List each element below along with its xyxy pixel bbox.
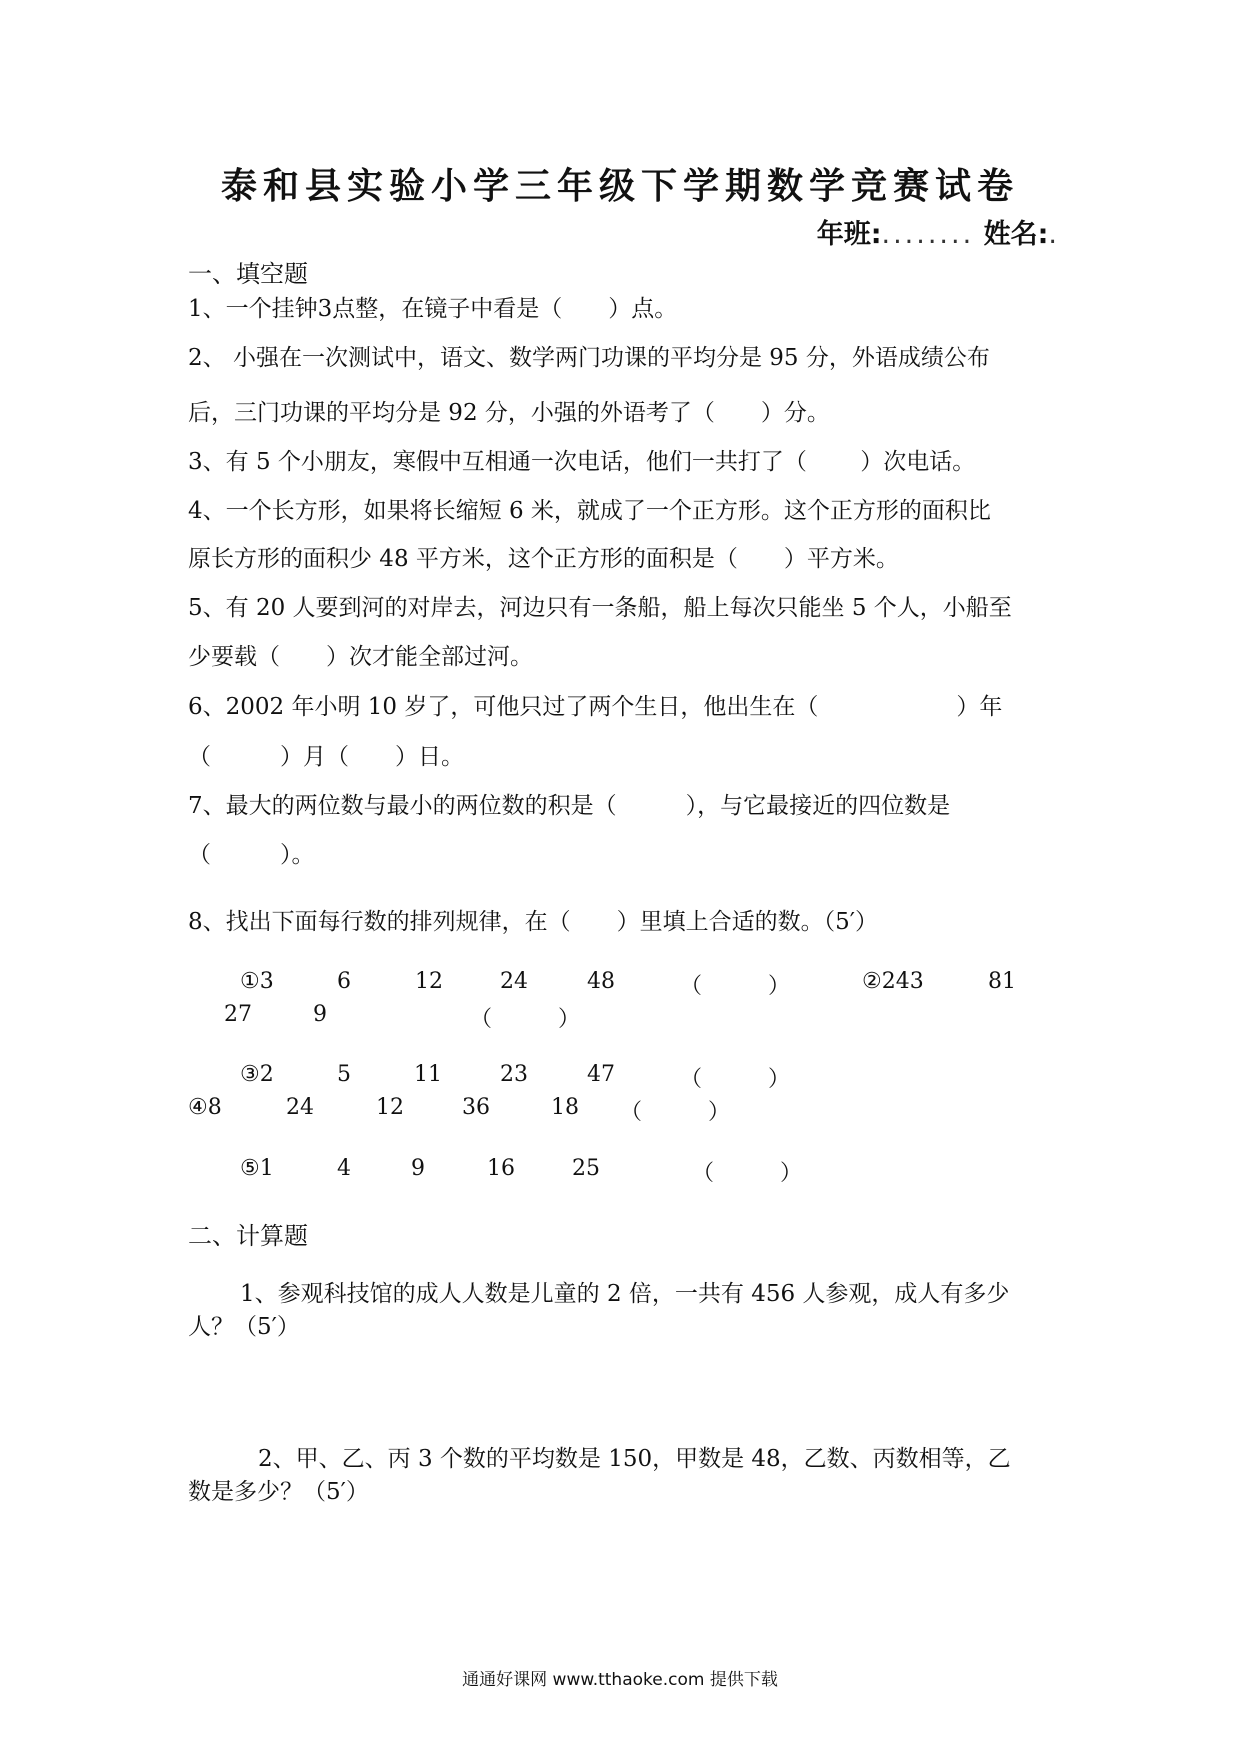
question-6-line-1: 6、2002 年小明 10 岁了，可他只过了两个生日，他出生在（ ）年 [188,694,1003,720]
sequence-1-number: 12 [415,969,443,994]
student-info [817,212,1060,251]
question-5-line-1: 5、有 20 人要到河的对岸去，河边只有一条船，船上每次只能坐 5 个人，小船至 [188,595,1012,621]
sequence-5-label: ⑤1 [240,1156,274,1181]
sequence-1-number: 48 [587,969,615,994]
sequence-3-number: 11 [414,1062,442,1087]
sequence-4-blank: （ ） [620,1100,731,1125]
sequence-4-label: ④8 [188,1095,222,1120]
footer-source: 通通好课网 www.tthaoke.com 提供下载 [462,1670,778,1690]
class-blank: ........ [881,219,975,250]
calc-question-2-line-1: 2、甲、乙、丙 3 个数的平均数是 150，甲数是 48，乙数、丙数相等，乙 [258,1446,1011,1472]
sequence-1-label: ①3 [240,969,274,994]
question-7-line-1: 7、最大的两位数与最小的两位数的积是（ ），与它最接近的四位数是 [188,793,951,819]
sequence-5-number: 4 [337,1156,351,1181]
sequence-3-number: 23 [500,1062,528,1087]
question-2-line-2: 后，三门功课的平均分是 92 分，小强的外语考了（ ）分。 [188,400,830,426]
sequence-1-number: 6 [337,969,351,994]
sequence-4-number: 18 [551,1095,579,1120]
question-4-line-1: 4、一个长方形，如果将长缩短 6 米，就成了一个正方形。这个正方形的面积比 [188,498,991,524]
sequence-3-number: 47 [587,1062,615,1087]
sequence-3-blank: （ ） [680,1067,791,1092]
sequence-5-blank: （ ） [692,1161,803,1186]
question-6-line-2: （ ）月（ ）日。 [188,744,464,770]
question-2-line-1: 2、 小强在一次测试中，语文、数学两门功课的平均分是 95 分，外语成绩公布 [188,345,990,371]
sequence-2-blank: （ ） [470,1007,581,1032]
sequence-5-number: 16 [487,1156,515,1181]
name-label: 姓名: [983,219,1049,250]
calc-question-1-line-1: 1、参观科技馆的成人人数是儿童的 2 倍，一共有 456 人参观，成人有多少 [240,1281,1010,1307]
question-1: 1、一个挂钟3点整，在镜子中看是（ ）点。 [188,296,678,322]
question-4-line-2: 原长方形的面积少 48 平方米，这个正方形的面积是（ ）平方米。 [188,546,899,572]
sequence-1-number: 24 [500,969,528,994]
question-8: 8、找出下面每行数的排列规律，在（ ）里填上合适的数。（5′） [188,909,878,935]
sequence-2-number: 81 [988,969,1016,994]
sequence-4-number: 36 [462,1095,490,1120]
sequence-3-label: ③2 [240,1062,274,1087]
sequence-1-blank: （ ） [680,974,791,999]
sequence-2-number: 9 [313,1002,327,1027]
sequence-4-number: 12 [376,1095,404,1120]
sequence-2-label: ②243 [862,969,924,994]
sequence-5-number: 25 [572,1156,600,1181]
question-7-line-2: （ ）。 [188,842,315,868]
calc-question-1-line-2: 人？（5′） [188,1314,300,1340]
exam-title: 泰和县实验小学三年级下学期数学竞赛试卷 [220,166,1019,207]
class-label: 年班: [816,219,882,250]
question-3: 3、有 5 个小朋友，寒假中互相通一次电话，他们一共打了（ ）次电话。 [188,449,976,475]
question-5-line-2: 少要载（ ）次才能全部过河。 [188,644,533,670]
sequence-5-number: 9 [411,1156,425,1181]
section-heading-fill-blank: 一、填空题 [188,260,308,288]
sequence-4-number: 24 [286,1095,314,1120]
sequence-3-number: 5 [337,1062,351,1087]
name-blank: . [1048,219,1060,250]
sequence-2-number: 27 [224,1002,252,1027]
section-heading-calculation: 二、计算题 [188,1222,308,1250]
calc-question-2-line-2: 数是多少？（5′） [188,1479,369,1505]
